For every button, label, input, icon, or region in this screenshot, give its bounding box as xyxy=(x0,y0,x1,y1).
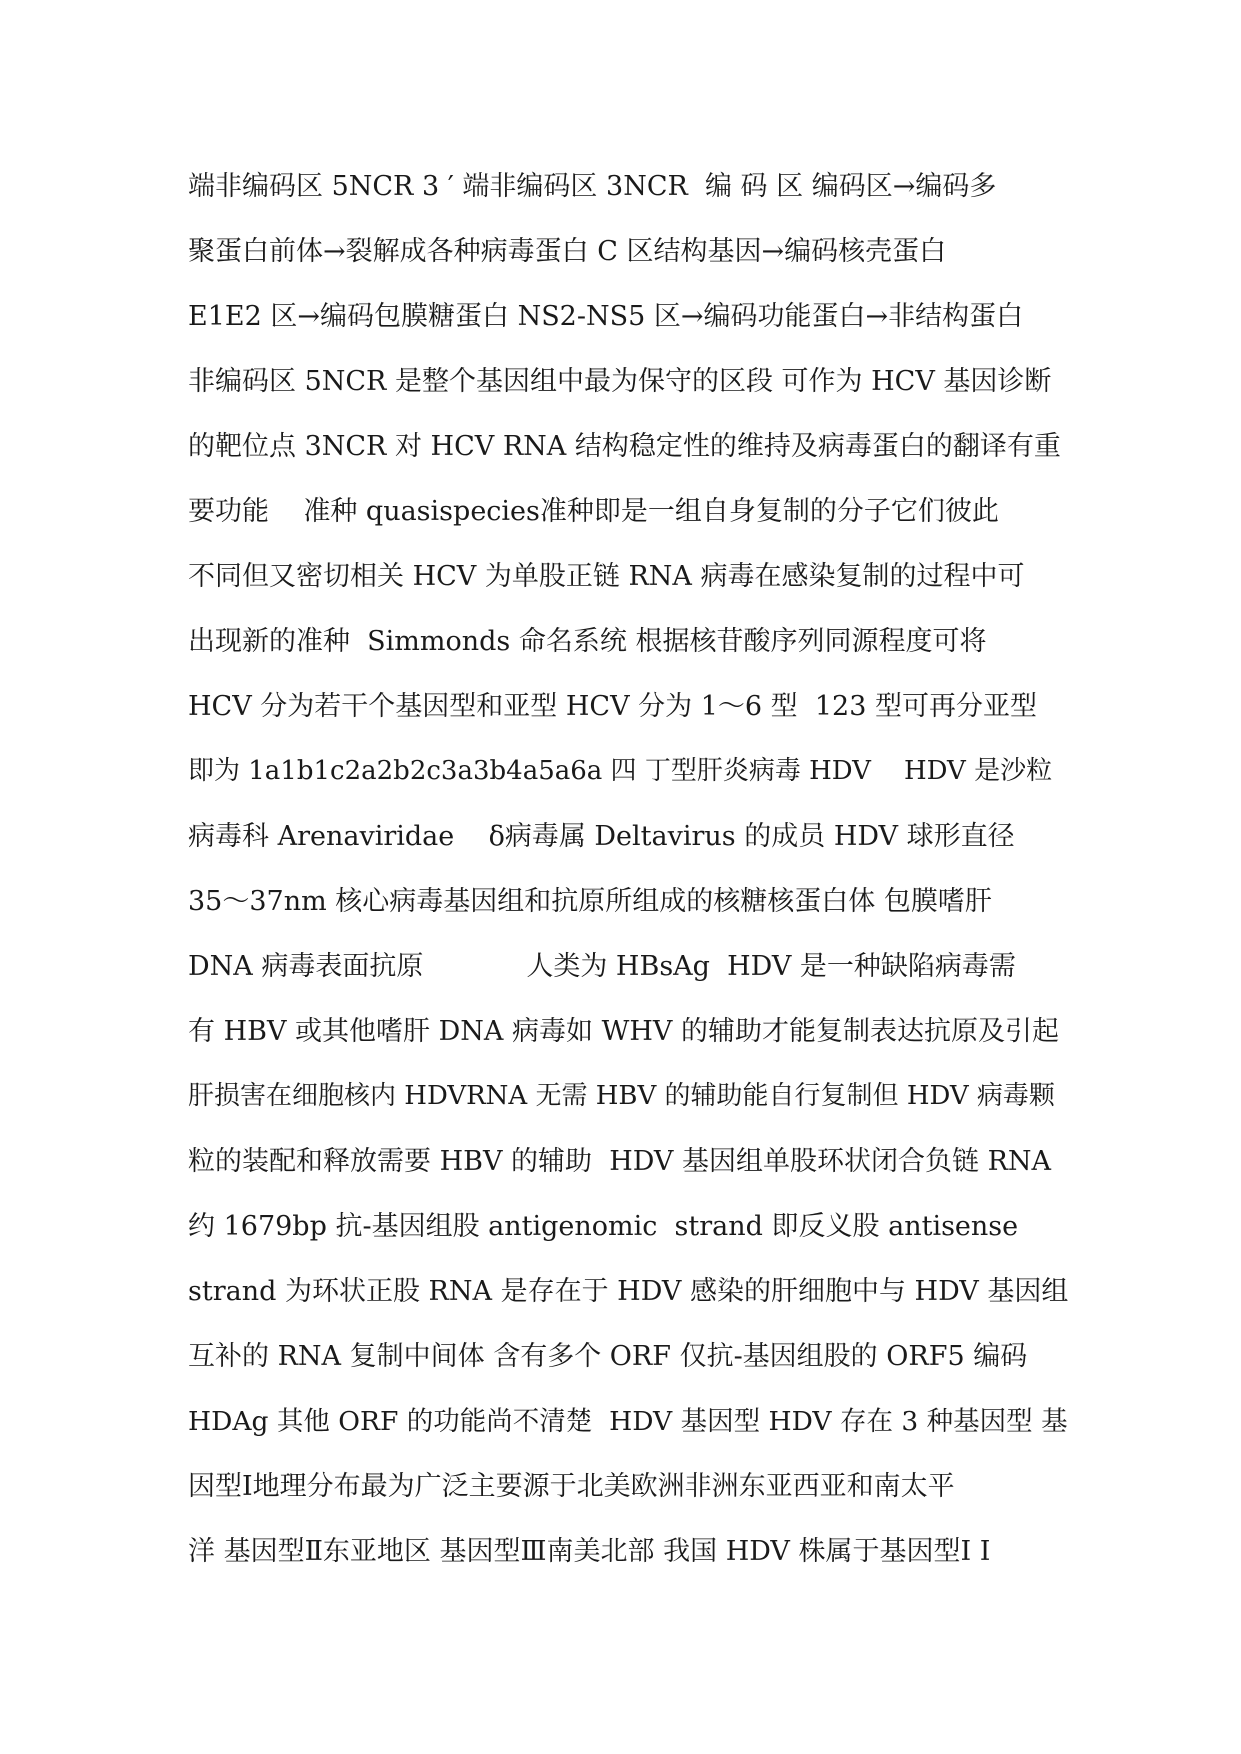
text-line-16: 粒的装配和释放需要 HBV 的辅助 HDV 基因组单股环状闭合负链 RNA xyxy=(188,1146,1052,1177)
text-line-15: 肝损害在细胞核内 HDVRNA 无需 HBV 的辅助能自行复制但 HDV 病毒颗 xyxy=(188,1081,1055,1111)
text-line-7: 不同但又密切相关 HCV 为单股正链 RNA 病毒在感染复制的过程中可 xyxy=(188,561,1025,592)
text-line-3: E1E2 区→编码包膜糖蛋白 NS2-NS5 区→编码功能蛋白→非结构蛋白 xyxy=(188,301,1024,332)
text-line-11: 病毒科 Arenaviridae δ病毒属 Deltavirus 的成员 HDV 球形直径 xyxy=(188,821,1015,852)
text-line-1: 端非编码区 5NCR 3 ′ 端非编码区 3NCR 编 码 区 编码区→编码多 xyxy=(188,171,997,202)
text-line-22: 洋 基因型Ⅱ东亚地区 基因型Ⅲ南美北部 我国 HDV 株属于基因型Ⅰ Ⅰ xyxy=(188,1536,991,1567)
text-line-10: 即为 1a1b1c2a2b2c3a3b4a5a6a 四 丁型肝炎病毒 HDV HDV 是沙粒 xyxy=(188,756,1053,786)
text-line-21: 因型Ⅰ地理分布最为广泛主要源于北美欧洲非洲东亚西亚和南太平 xyxy=(188,1471,955,1502)
text-line-5: 的靶位点 3NCR 对 HCV RNA 结构稳定性的维持及病毒蛋白的翻译有重 xyxy=(188,431,1061,462)
body-text xyxy=(188,154,1068,1584)
text-line-14: 有 HBV 或其他嗜肝 DNA 病毒如 WHV 的辅助才能复制表达抗原及引起 xyxy=(188,1016,1059,1047)
text-line-9: HCV 分为若干个基因型和亚型 HCV 分为 1～6 型 123 型可再分亚型 xyxy=(188,691,1037,722)
text-line-4: 非编码区 5NCR 是整个基因组中最为保守的区段 可作为 HCV 基因诊断 xyxy=(188,366,1052,397)
text-line-2: 聚蛋白前体→裂解成各种病毒蛋白 C 区结构基因→编码核壳蛋白 xyxy=(188,236,947,267)
text-line-6: 要功能 准种 quasispecies准种即是一组自身复制的分子它们彼此 xyxy=(188,496,999,527)
text-line-17: 约 1679bp 抗-基因组股 antigenomic strand 即反义股 antisense xyxy=(188,1211,1019,1242)
text-line-13: DNA 病毒表面抗原 人类为 HBsAg HDV 是一种缺陷病毒需 xyxy=(188,951,1016,982)
text-line-18: strand 为环状正股 RNA 是存在于 HDV 感染的肝细胞中与 HDV 基因组 xyxy=(188,1276,1069,1307)
text-line-8: 出现新的准种 Simmonds 命名系统 根据核苷酸序列同源程度可将 xyxy=(188,626,987,657)
text-line-19: 互补的 RNA 复制中间体 含有多个 ORF 仅抗-基因组股的 ORF5 编码 xyxy=(188,1341,1028,1372)
text-line-20: HDAg 其他 ORF 的功能尚不清楚 HDV 基因型 HDV 存在 3 种基因型 基 xyxy=(188,1406,1068,1437)
text-line-12: 35～37nm 核心病毒基因组和抗原所组成的核糖核蛋白体 包膜嗜肝 xyxy=(188,886,992,917)
